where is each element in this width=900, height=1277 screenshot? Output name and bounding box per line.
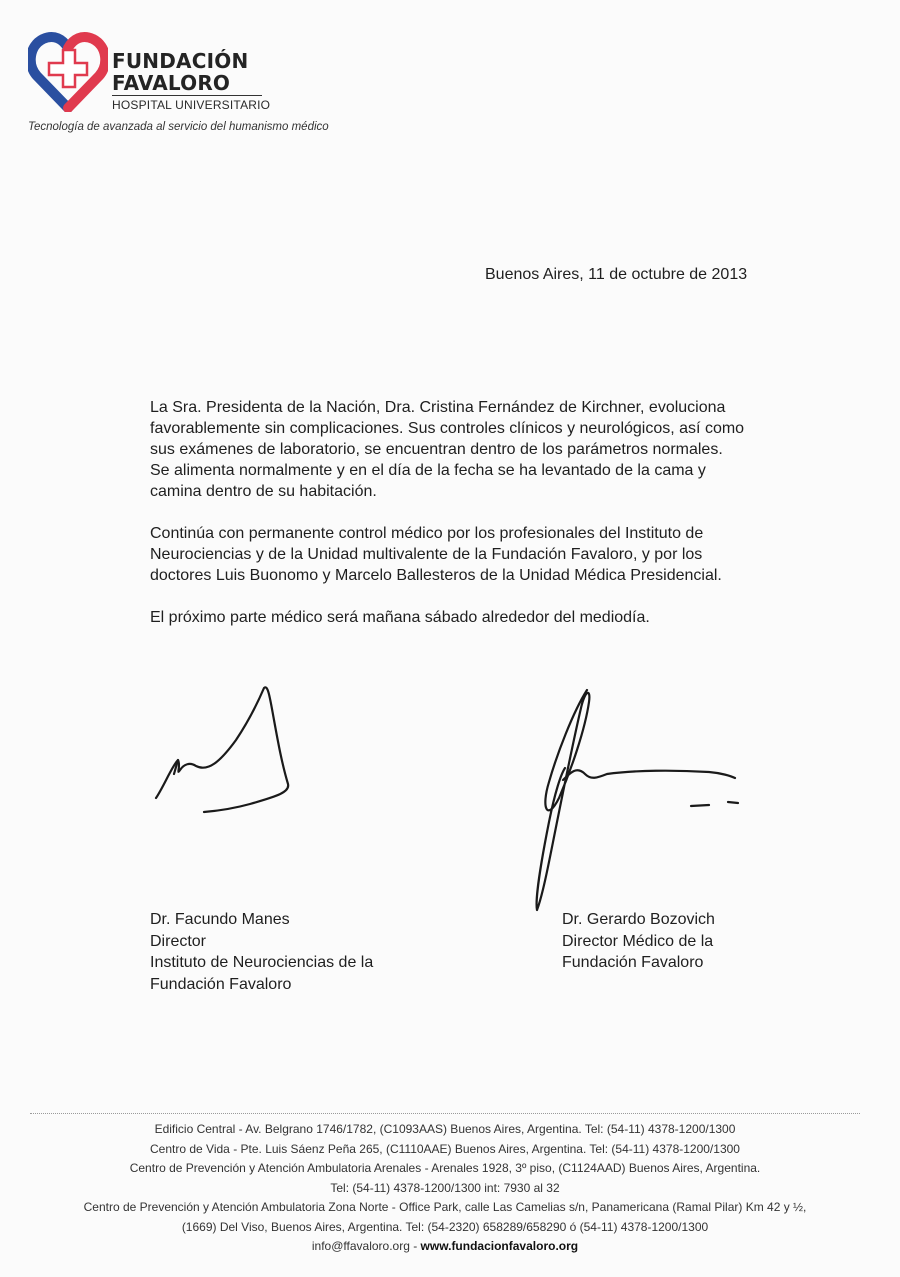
- signer-org: Fundación Favaloro: [562, 954, 704, 971]
- signer-org: Instituto de Neurociencias de la: [150, 954, 374, 971]
- heart-cross-logo-icon: [28, 30, 108, 112]
- location-name: Centro de Prevención y Atención Ambulatoria Arenales: [129, 1161, 422, 1175]
- separator: -: [409, 1239, 421, 1253]
- footer-address-line: [30, 1120, 860, 1140]
- signature-left: [150, 680, 310, 820]
- tagline: Tecnología de avanzada al servicio del humanismo médico: [28, 121, 329, 133]
- signer-name: Dr. Gerardo Bozovich: [562, 911, 715, 928]
- signer-title: Director: [150, 932, 207, 950]
- location-detail: - Office Park, calle Las Camelias s/n, Panamericana (Ramal Pilar) Km 42 y ½,: [388, 1200, 807, 1214]
- footer-address-line: [30, 1159, 860, 1179]
- paragraph: La Sra. Presidenta de la Nación, Dra. Cristina Fernández de Kirchner, evoluciona favorablemente sin complicaciones. Sus controles clínicos y neurológicos, así como sus exámenes de laboratorio, se encuentran dentro de los parámetros normales. Se alimenta normalmente y en el día de la fecha se ha levantado de la cama y camina dentro de su habitación.: [150, 399, 745, 500]
- paragraph: El próximo parte médico será mañana sábado alrededor del mediodía.: [150, 609, 650, 626]
- signer-left: [150, 909, 373, 995]
- email-link[interactable]: info@ffavaloro.org: [311, 1239, 410, 1253]
- signature-right: [525, 682, 755, 917]
- signer-right: [562, 909, 715, 974]
- paragraph: Continúa con permanente control médico por los profesionales del Instituto de Neurociencias y de la Unidad multivalente de la Fundación Favaloro, y por los doctores Luis Buonomo y Marcelo Ballesteros de la Unidad Médica Presidencial.: [150, 525, 722, 584]
- location-name: Edificio Central: [154, 1122, 236, 1136]
- footer-address-line: [30, 1140, 860, 1160]
- location-detail: - Arenales 1928, 3º piso, (C1124AAD) Buenos Aires, Argentina.: [421, 1161, 761, 1175]
- brand-subtitle: HOSPITAL UNIVERSITARIO: [112, 98, 271, 112]
- footer-address-line: [30, 1198, 860, 1218]
- letter-date: Buenos Aires, 11 de octubre de 2013: [485, 266, 748, 283]
- location-detail: - Av. Belgrano 1746/1782, (C1093AAS) Buenos Aires, Argentina. Tel: (54-11) 4378-1200/1300: [235, 1122, 736, 1136]
- signer-name: Dr. Facundo Manes: [150, 911, 290, 928]
- footer-divider: [30, 1113, 860, 1114]
- signer-title: Director Médico de la: [562, 932, 714, 950]
- website-link[interactable]: www.fundacionfavaloro.org: [420, 1239, 579, 1253]
- location-name: Centro de Prevención y Atención Ambulatoria Zona Norte: [83, 1200, 389, 1214]
- footer-address-line: (1669) Del Viso, Buenos Aires, Argentina. Tel: (54-2320) 658289/658290 ó (54-11) 4378-1200/1300: [181, 1219, 709, 1234]
- footer: [30, 1120, 860, 1257]
- brand-divider: [112, 95, 262, 96]
- location-name: Centro de Vida: [150, 1141, 230, 1156]
- signer-org: Fundación Favaloro: [150, 975, 292, 993]
- brand-block: [112, 50, 270, 112]
- brand-name-line2: FAVALORO: [112, 71, 231, 95]
- footer-contact-line: [30, 1237, 860, 1257]
- brand-name-line1: FUNDACIÓN: [112, 49, 249, 73]
- letter-body: [150, 397, 770, 649]
- footer-address-line: Tel: (54-11) 4378-1200/1300 int: 7930 al 32: [330, 1180, 560, 1195]
- location-detail: - Pte. Luis Sáenz Peña 265, (C1110AAE) Buenos Aires, Argentina. Tel: (54-11) 4378-1200/1300: [229, 1141, 740, 1156]
